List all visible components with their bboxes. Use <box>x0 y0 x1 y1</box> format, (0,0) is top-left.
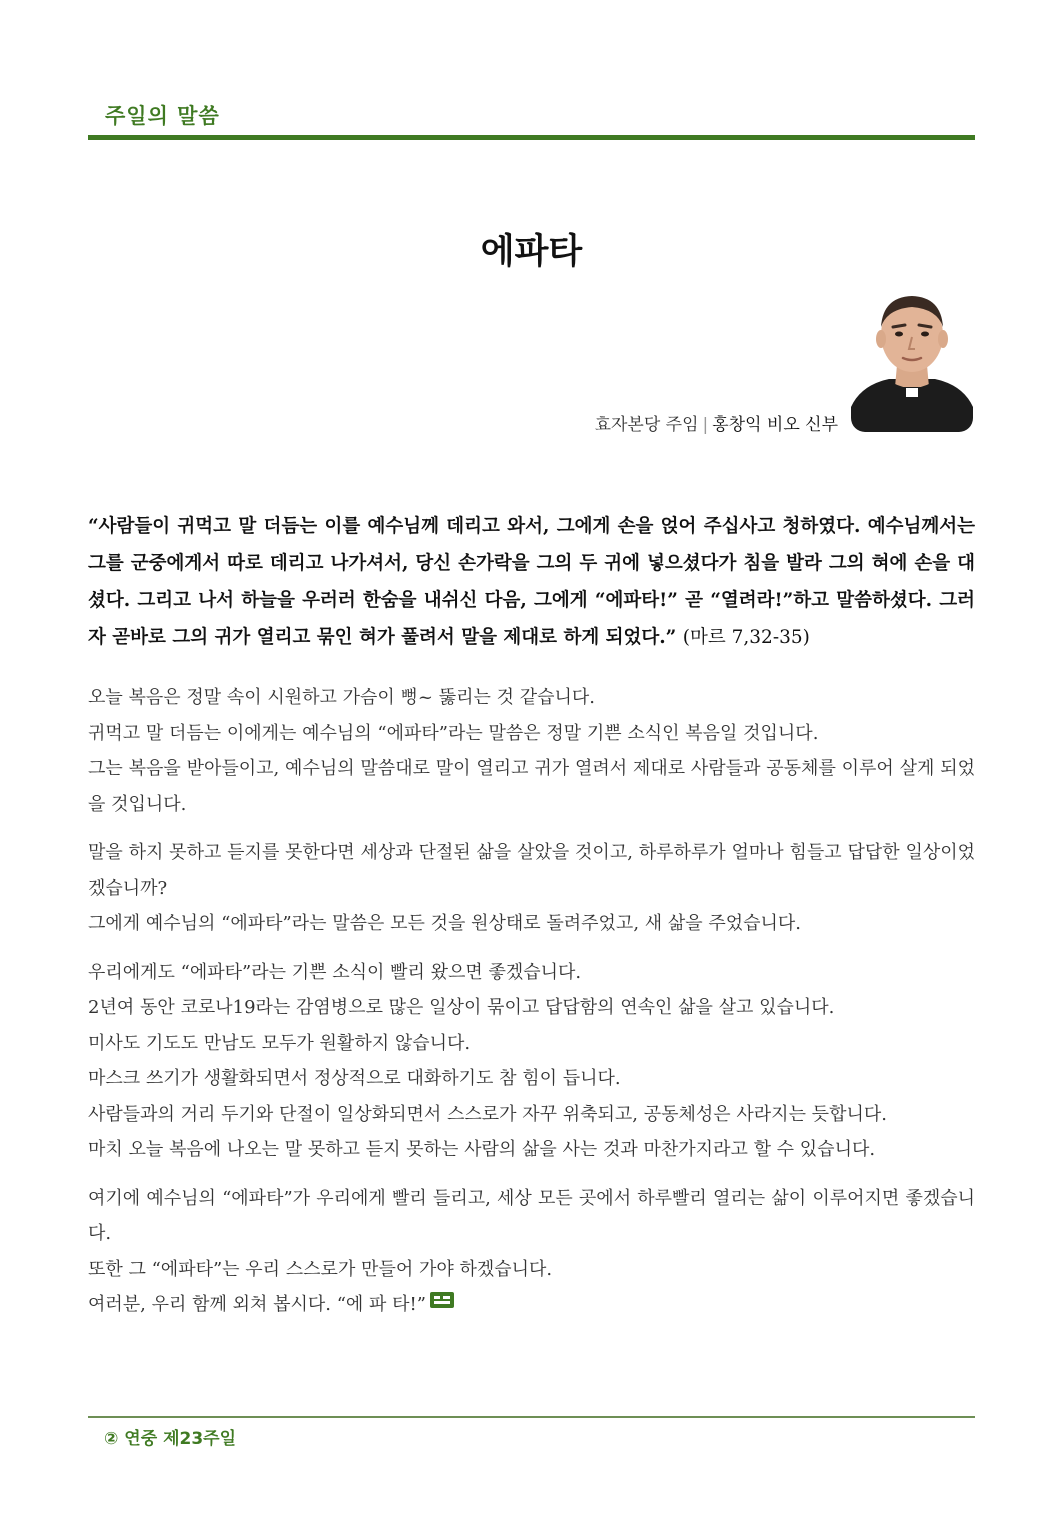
scripture-reference: (마르 7,32-35) <box>682 627 810 648</box>
author-name: 홍창익 비오 신부 <box>712 415 838 435</box>
paragraph-1 <box>88 680 975 822</box>
body-line: 여기에 예수님의 “에파타”가 우리에게 빨리 들리고, 세상 모든 곳에서 하루빨리 열리는 삶이 이루어지면 좋겠습니다. <box>88 1187 975 1244</box>
author-portrait <box>851 287 973 432</box>
article-title: 에파타 <box>480 232 583 272</box>
body-line: 우리에게도 “에파타”라는 기쁜 소식이 빨리 왔으면 좋겠습니다. <box>88 961 582 983</box>
header-divider <box>88 135 975 140</box>
page-label: ② 연중 제23주일 <box>104 1429 236 1449</box>
body-line: 마치 오늘 복음에 나오는 말 못하고 듣지 못하는 사람의 삶을 사는 것과 마찬가지라고 할 수 있습니다. <box>88 1139 876 1160</box>
body-line: 또한 그 “에파타”는 우리 스스로가 만들어 가야 하겠습니다. <box>88 1258 553 1280</box>
scripture-quote <box>88 508 975 656</box>
body-line: 사람들과의 거리 두기와 단절이 일상화되면서 스스로가 자꾸 위축되고, 공동체성은 사라지는 듯합니다. <box>88 1103 887 1125</box>
body-line: 2년여 동안 코로나19라는 감염병으로 많은 일상이 묶이고 답답함의 연속인 삶을 살고 있습니다. <box>88 997 835 1018</box>
section-label: 주일의 말씀 <box>105 104 220 128</box>
paragraph-2 <box>88 835 975 942</box>
end-of-article-mark-icon <box>430 1287 454 1323</box>
body-line: 미사도 기도도 만남도 모두가 원활하지 않습니다. <box>88 1032 471 1054</box>
closing-text: 여러분, 우리 함께 외쳐 봅시다. “에 파 타!” <box>88 1294 426 1315</box>
body-line: 그에게 예수님의 “에파타”라는 말씀은 모든 것을 원상태로 돌려주었고, 새 삶을 주었습니다. <box>88 913 802 934</box>
scripture-text: “사람들이 귀먹고 말 더듬는 이를 예수님께 데리고 와서, 그에게 손을 얹어 주십사고 청하였다. 예수님께서는 그를 군중에게서 따로 데리고 나가셔서, 당신 손가락을 그의 두 귀에 넣으셨다가 침을 발라 그의 혀에 손을 대셨다. 그리고 나서 하늘을 우러러 한숨을 내쉬신 다음, 그에게 “에파타!” 곧 “열려라!”하고 말씀하셨다. 그러자 곧바로 그의 귀가 열리고 묶인 혀가 풀려서 말을 제대로 하게 되었다.” <box>88 516 975 648</box>
article-body <box>88 680 975 1336</box>
paragraph-4 <box>88 1181 975 1323</box>
body-line: 귀먹고 말 더듬는 이에게는 예수님의 “에파타”라는 말씀은 정말 기쁜 소식인 복음일 것입니다. <box>88 722 819 744</box>
footer-divider <box>88 1416 975 1418</box>
body-line: 그는 복음을 받아들이고, 예수님의 말씀대로 말이 열리고 귀가 열려서 제대로 사람들과 공동체를 이루어 살게 되었을 것입니다. <box>88 758 975 815</box>
portrait-illustration <box>851 287 973 432</box>
paragraph-3 <box>88 955 975 1168</box>
author-byline <box>595 410 838 435</box>
body-line-closing <box>88 1287 975 1323</box>
author-role: 효자본당 주임 <box>594 415 699 435</box>
body-line: 말을 하지 못하고 듣지를 못한다면 세상과 단절된 삶을 살았을 것이고, 하루하루가 얼마나 힘들고 답답한 일상이었겠습니까? <box>88 842 975 899</box>
body-line: 마스크 쓰기가 생활화되면서 정상적으로 대화하기도 참 힘이 듭니다. <box>88 1068 621 1089</box>
byline-separator: | <box>702 415 709 435</box>
body-line: 오늘 복음은 정말 속이 시원하고 가슴이 뻥~ 뚫리는 것 같습니다. <box>88 687 595 708</box>
